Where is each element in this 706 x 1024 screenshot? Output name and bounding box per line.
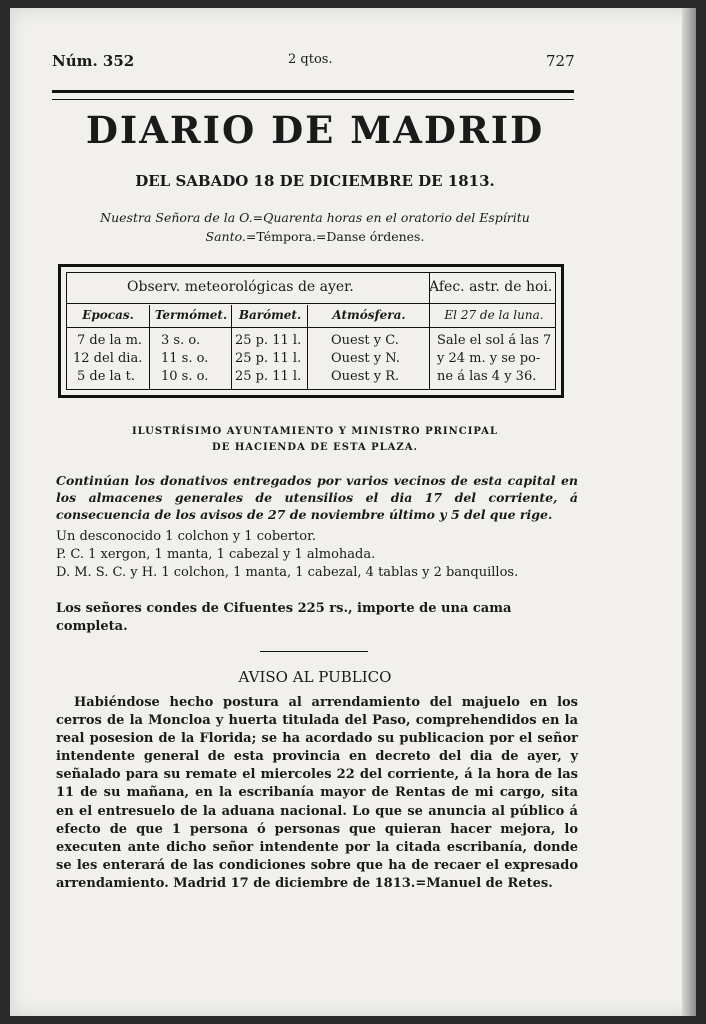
table-divider xyxy=(307,305,308,389)
col-atmosfera: Atmósfera. xyxy=(332,308,406,322)
row-1-epoca: 7 de la m. xyxy=(77,333,143,348)
donation-item: Los señores condes de Cifuentes 225 rs., importe de una cama completa. xyxy=(56,601,512,634)
row-3-barom: 25 p. 11 l. xyxy=(235,369,302,384)
row-2-atmos: Ouest y N. xyxy=(331,351,400,366)
page-spine xyxy=(682,8,696,1016)
table-divider xyxy=(429,273,430,389)
donation-item: D. M. S. C. y H. 1 colchon, 1 manta, 1 cabezal, 4 tablas y 2 banquillos. xyxy=(56,565,519,580)
table-divider xyxy=(231,305,232,389)
row-2-term: 11 s. o. xyxy=(161,351,209,366)
issue-price: 2 qtos. xyxy=(288,52,333,67)
header-rule xyxy=(52,90,574,100)
saint-line-italic: Nuestra Señora de la O.=Quarenta horas en el oratorio del Espíritu Santo. xyxy=(100,210,530,244)
section-intro: Continúan los donativos entregados por varios vecinos de esta capital en los almacenes generales de utensilios el dia 17 del corriente, á consecuencia de los avisos de 27 de noviembre último y 5 del que rige. xyxy=(56,473,578,522)
astro-line-3: ne á las 4 y 36. xyxy=(437,369,537,384)
page-number: 727 xyxy=(546,52,575,70)
col-luna: El 27 de la luna. xyxy=(444,308,544,322)
weather-table xyxy=(58,264,564,398)
table-divider xyxy=(149,305,150,389)
row-2-epoca: 12 del dia. xyxy=(73,351,143,366)
masthead: DIARIO DE MADRID xyxy=(85,108,545,152)
section-title xyxy=(70,424,560,456)
weather-title: Observ. meteorológicas de ayer. xyxy=(127,279,354,295)
table-rule xyxy=(67,303,555,304)
row-3-atmos: Ouest y R. xyxy=(331,369,400,384)
newspaper-page xyxy=(10,8,696,1016)
donation-item: P. C. 1 xergon, 1 manta, 1 cabezal y 1 almohada. xyxy=(56,547,376,562)
section-divider xyxy=(260,651,368,652)
issue-number: Núm. 352 xyxy=(52,52,135,70)
aviso-body: Habiéndose hecho postura al arrendamiento del majuelo en los cerros de la Moncloa y huerta titulada del Paso, comprehendidos en la real posesion de la Florida; se ha acordado su publicacion por el señor intendente general de esta provincia en decreto del dia de ayer, y señalado para su remate el miercoles 22 del corriente, á la hora de las 11 de su mañana, en la escribanía mayor de Rentas de mi cargo, sita en el entresuelo de la aduana nacional. Lo que se anuncia al público á efecto de que 1 persona ó personas que quieran hacer mejora, lo executen ante dicho señor intendente por la citada escribanía, donde se les enterará de las condiciones sobre que ha de recaer el expresado arrendamiento. Madrid 17 de diciembre de 1813.=Manuel de Retes. xyxy=(56,695,578,891)
section-title-line-1: ILUSTRÍSIMO AYUNTAMIENTO Y MINISTRO PRINCIPAL xyxy=(132,426,498,437)
saint-line xyxy=(70,208,560,246)
astro-title: Afec. astr. de hoi. xyxy=(429,279,553,295)
astro-line-2: y 24 m. y se po- xyxy=(437,351,541,366)
saint-line-plain: =Témpora.=Danse órdenes. xyxy=(245,229,425,244)
weather-table-inner xyxy=(66,272,556,390)
col-termometro: Termómet. xyxy=(154,308,228,322)
table-rule xyxy=(67,327,555,328)
row-1-atmos: Ouest y C. xyxy=(331,333,399,348)
row-3-term: 10 s. o. xyxy=(161,369,209,384)
col-epocas: Epocas. xyxy=(82,308,134,322)
row-1-term: 3 s. o. xyxy=(161,333,201,348)
row-3-epoca: 5 de la t. xyxy=(77,369,135,384)
col-barometro: Barómet. xyxy=(238,308,302,322)
row-2-barom: 25 p. 11 l. xyxy=(235,351,302,366)
date-line: DEL SABADO 18 DE DICIEMBRE DE 1813. xyxy=(135,172,495,190)
section-title-line-2: DE HACIENDA DE ESTA PLAZA. xyxy=(212,442,418,453)
aviso-title: AVISO AL PUBLICO xyxy=(238,668,392,686)
astro-line-1: Sale el sol á las 7 xyxy=(437,333,552,348)
row-1-barom: 25 p. 11 l. xyxy=(235,333,302,348)
donation-item: Un desconocido 1 colchon y 1 cobertor. xyxy=(56,529,317,544)
